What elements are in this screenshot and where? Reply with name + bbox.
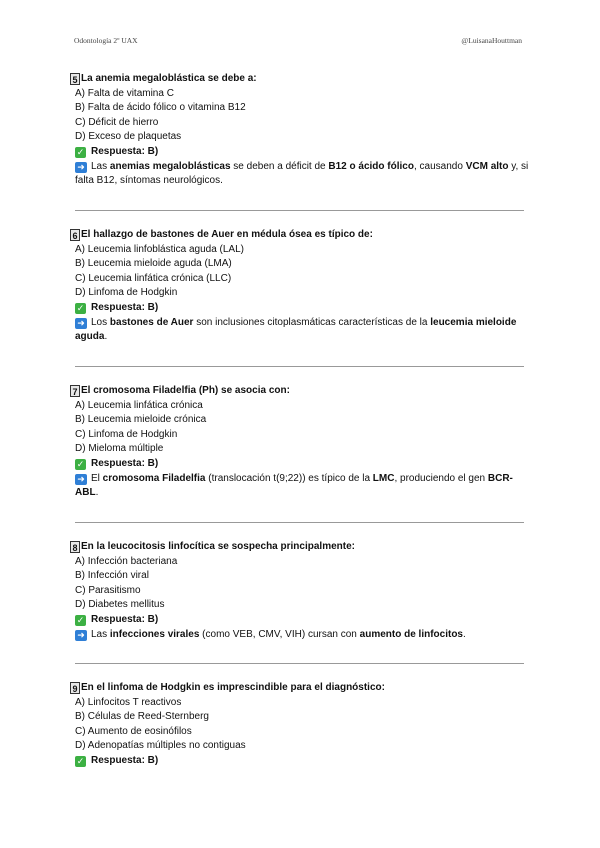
header-right: @LuisanaHouttman (461, 36, 522, 45)
keycap-number-icon: 5 (70, 73, 80, 85)
divider (75, 366, 524, 367)
explanation-text: y, si falta B12, síntomas neurológicos. (75, 160, 529, 187)
answer-text: Respuesta: B) (91, 145, 159, 157)
answer-line (70, 457, 530, 472)
explanation (70, 472, 530, 501)
keycap-number-icon: 9 (70, 682, 80, 694)
question-text: En la leucocitosis linfocítica se sospecha principalmente: (81, 541, 355, 552)
option-b: B) Células de Reed-Sternberg (75, 711, 209, 723)
option-b: B) Infección viral (75, 570, 149, 582)
answer-line (70, 613, 530, 628)
answer-text: Respuesta: B) (91, 754, 159, 766)
check-mark-icon: ✓ (76, 146, 85, 157)
option-b: B) Leucemia mieloide crónica (75, 414, 207, 426)
answer-text: Respuesta: B) (91, 613, 159, 625)
option-c: C) Leucemia linfática crónica (LLC) (75, 272, 232, 284)
option-b: B) Falta de ácido fólico o vitamina B12 (75, 102, 246, 114)
question-5 (70, 72, 530, 189)
option-d: D) Adenopatías múltiples no contiguas (75, 740, 246, 752)
option-b: B) Leucemia mieloide aguda (LMA) (75, 258, 232, 270)
right-arrow-icon: ➜ (75, 630, 87, 641)
explanation-text: (translocación t(9;22)) es típico de la (205, 472, 373, 484)
explanation-bold-text: cromosoma Filadelfia (102, 472, 206, 484)
option-c: C) Aumento de eosinófilos (75, 725, 192, 737)
explanation-text: . (104, 331, 108, 343)
answer-line (70, 301, 530, 316)
explanation-text: , produciendo el gen (394, 472, 488, 484)
check-mark-icon: ✓ (76, 755, 85, 766)
option-a: A) Linfocitos T reactivos (75, 696, 182, 708)
keycap-number-icon: 8 (70, 541, 80, 553)
explanation-bold-text: anemias megaloblásticas (109, 160, 231, 172)
option-d: D) Mieloma múltiple (75, 443, 164, 455)
explanation-bold-text: VCM alto (465, 160, 509, 172)
check-mark-icon: ✓ (76, 458, 85, 469)
question-title (70, 681, 530, 696)
option-c: C) Parasitismo (75, 584, 141, 596)
question-text: En el linfoma de Hodgkin es imprescindible para el diagnóstico: (81, 682, 385, 693)
question-title (70, 72, 530, 87)
question-9 (70, 681, 530, 769)
keycap-number-icon: 7 (70, 385, 80, 397)
explanation (70, 628, 530, 643)
explanation (70, 160, 530, 189)
explanation-text: El (91, 472, 103, 484)
option-a: A) Falta de vitamina C (75, 87, 174, 99)
divider (75, 210, 524, 211)
right-arrow-icon: ➜ (75, 318, 87, 329)
question-title (70, 540, 530, 555)
explanation-bold-text: infecciones virales (109, 628, 200, 640)
explanation-bold-text: BCR-ABL (75, 472, 513, 499)
question-8 (70, 540, 530, 642)
option-c: C) Linfoma de Hodgkin (75, 428, 178, 440)
explanation-bold-text: LMC (372, 472, 395, 484)
explanation-text: se deben a déficit de (230, 160, 329, 172)
keycap-number-icon: 6 (70, 229, 80, 241)
right-arrow-icon: ➜ (75, 474, 87, 485)
explanation-text: Los (91, 316, 110, 328)
explanation (70, 316, 530, 345)
explanation-text: Las (91, 160, 110, 172)
option-a: A) Infección bacteriana (75, 555, 178, 567)
explanation-text: Las (91, 628, 110, 640)
right-arrow-icon: ➜ (75, 162, 87, 173)
explanation-bold-text: B12 o ácido fólico (328, 160, 414, 172)
option-d: D) Linfoma de Hodgkin (75, 287, 178, 299)
question-text: El hallazgo de bastones de Auer en médula ósea es típico de: (81, 229, 373, 240)
explanation-text: . (463, 628, 466, 640)
explanation-text: . (95, 487, 99, 499)
option-a: A) Leucemia linfática crónica (75, 399, 203, 411)
explanation-text: , causando (413, 160, 466, 172)
check-mark-icon: ✓ (76, 614, 85, 625)
option-a: A) Leucemia linfoblástica aguda (LAL) (75, 243, 244, 255)
answer-line (70, 754, 530, 769)
question-text: El cromosoma Filadelfia (Ph) se asocia con: (81, 385, 290, 396)
option-d: D) Exceso de plaquetas (75, 131, 182, 143)
question-text: La anemia megaloblástica se debe a: (81, 73, 257, 84)
explanation-text: (como VEB, CMV, VIH) cursan con (199, 628, 360, 640)
question-6 (70, 228, 530, 345)
explanation-bold-text: aumento de linfocitos (359, 628, 463, 640)
question-title (70, 228, 530, 243)
header-left: Odontología 2º UAX (74, 36, 138, 45)
check-mark-icon: ✓ (76, 302, 85, 313)
question-title (70, 384, 530, 399)
answer-line (70, 145, 530, 160)
divider (75, 522, 524, 523)
divider (75, 663, 524, 664)
answer-text: Respuesta: B) (91, 301, 159, 313)
explanation-bold-text: bastones de Auer (109, 316, 194, 328)
answer-text: Respuesta: B) (91, 457, 159, 469)
question-7 (70, 384, 530, 501)
explanation-bold-text: leucemia mieloide aguda (75, 316, 517, 343)
option-c: C) Déficit de hierro (75, 116, 159, 128)
explanation-text: son inclusiones citoplasmáticas características de la (193, 316, 431, 328)
option-d: D) Diabetes mellitus (75, 599, 165, 611)
